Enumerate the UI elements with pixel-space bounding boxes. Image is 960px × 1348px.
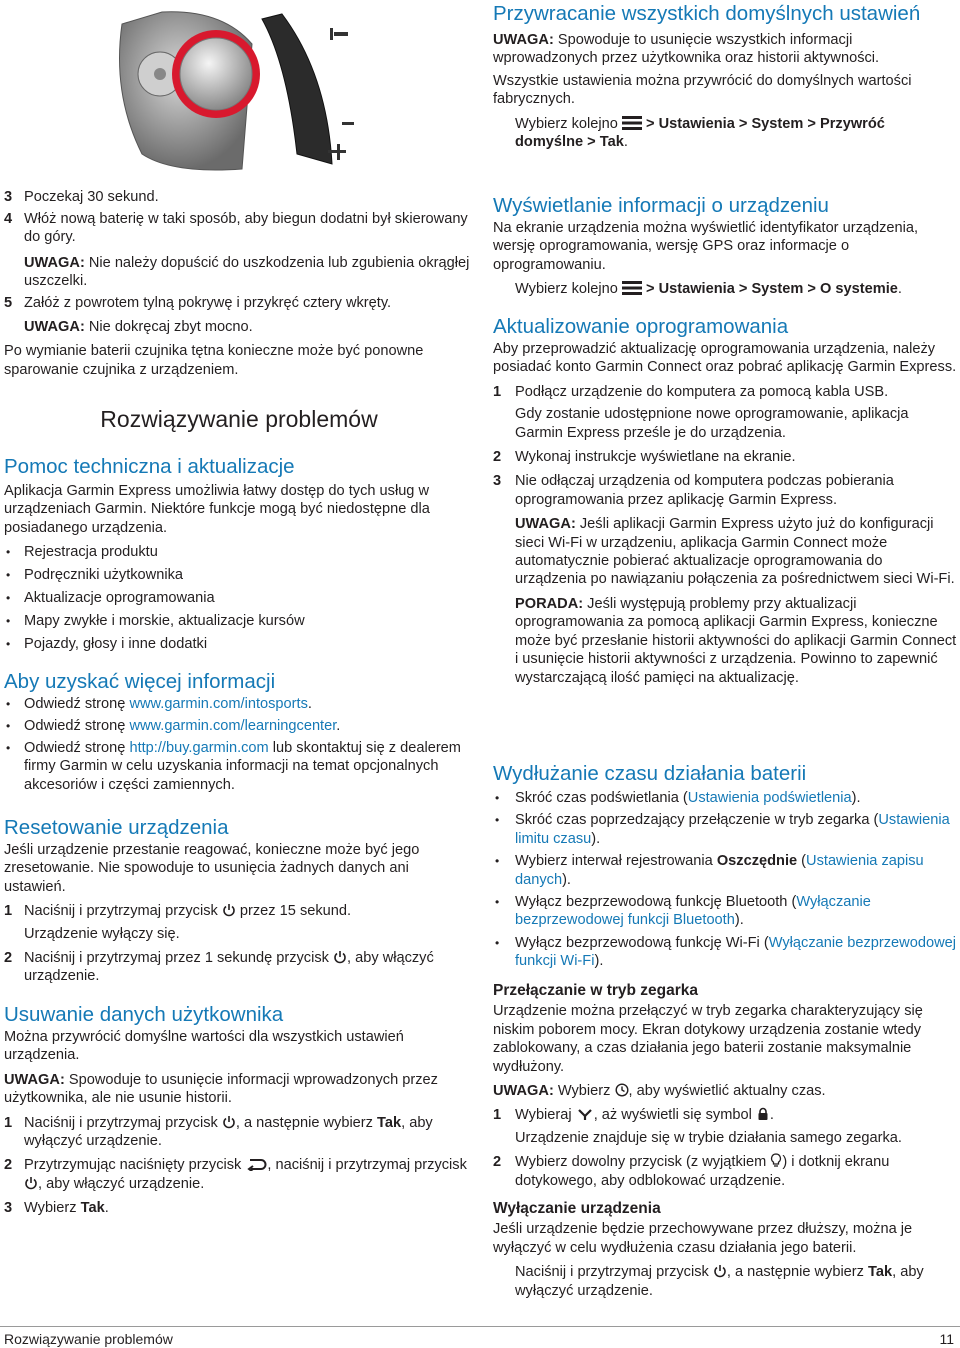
restore-text: Wszystkie ustawienia można przywrócić do domyślnych wartości fabrycznych.: [493, 72, 912, 108]
note-seal: UWAGA: Nie należy dopuścić do uszkodzenia lub zgubienia okrągłej uszczelki.: [24, 255, 470, 290]
battery-life-title: Wydłużanie czasu działania baterii: [493, 762, 807, 785]
back-loop-icon: [245, 1157, 267, 1171]
power-icon: [24, 1176, 38, 1190]
sensor-battery-illustration: [102, 4, 372, 179]
step-4: 4 Włóż nową baterię w taki sposób, aby biegun dodatni był skierowany do góry.: [4, 211, 468, 246]
list-item: • Aktualizacje oprogramowania: [6, 590, 215, 607]
list-item: • Podręczniki użytkownika: [6, 567, 183, 584]
watch-mode-section: [493, 982, 957, 1190]
watch-step-2: 2 Wybierz dowolny przycisk (z wyjątkiem ) i dotknij ekranu dotykowego, aby odblokować urządzenie.: [493, 1154, 890, 1189]
light-bulb-icon: [770, 1153, 782, 1168]
clear-data-title: Usuwanie danych użytkownika: [4, 1003, 284, 1026]
page-number: 11: [939, 1331, 954, 1347]
device-info-section: [493, 194, 957, 299]
link-data-recording-settings[interactable]: Ustawienia zapisu danych: [515, 853, 924, 888]
step-5: 5 Załóż z powrotem tylną pokrywę i przykręć cztery wkręty.: [4, 294, 392, 311]
reset-step-1: 1 Naciśnij i przytrzymaj przycisk przez 15 sekund. Urządzenie wyłączy się.: [4, 903, 352, 942]
power-icon: [222, 1115, 236, 1129]
lock-icon: [756, 1107, 770, 1121]
list-item: • Wyłącz bezprzewodową funkcję Bluetooth (Wyłączanie bezprzewodowej funkcji Bluetooth).: [495, 894, 871, 929]
watch-step-1: 1 Wybieraj , aż wyświetli się symbol . Urządzenie znajduje się w trybie działania samego zegarka.: [493, 1107, 902, 1146]
support-title: Pomoc techniczna i aktualizacje: [4, 455, 295, 478]
clock-icon: [615, 1083, 629, 1097]
battery-steps: [4, 188, 474, 379]
step-3: 3 Poczekaj 30 sekund.: [4, 189, 159, 205]
power-off-text: Jeśli urządzenie będzie przechowywane przez dłuższy, można je wyłączyć w celu wydłużenia czasu działania jego baterii.: [493, 1221, 913, 1256]
clear-data-text: Można przywrócić domyślne wartości dla wszystkich ustawień urządzenia.: [4, 1029, 404, 1064]
menu-icon: [622, 116, 642, 130]
list-item: • Odwiedź stronę www.garmin.com/learningcenter.: [6, 718, 341, 734]
power-icon: [222, 903, 236, 917]
reset-section: [4, 816, 474, 986]
link-buy-garmin[interactable]: http://buy.garmin.com: [129, 740, 269, 756]
more-info-section: [4, 670, 474, 794]
clear-step-2: 2 Przytrzymując naciśnięty przycisk , naciśnij i przytrzymaj przycisk , aby włączyć urządzenie.: [4, 1157, 467, 1192]
watch-mode-note: UWAGA: Wybierz , aby wyświetlić aktualny czas.: [493, 1083, 826, 1100]
link-backlight-settings[interactable]: Ustawienia podświetlenia: [687, 790, 852, 806]
power-off-section: [493, 1200, 957, 1300]
list-item: • Mapy zwykłe i morskie, aktualizacje kursów: [6, 613, 305, 630]
restore-note: UWAGA: Spowoduje to usunięcie wszystkich informacji wprowadzonych przez użytkownika oraz historii aktywności.: [493, 32, 880, 67]
power-icon: [713, 1264, 727, 1278]
list-item: • Skróć czas poprzedzający przełączenie w tryb zegarka (Ustawienia limitu czasu).: [495, 812, 950, 847]
device-info-path: Wybierz kolejno > Ustawienia > System > O systemie.: [515, 281, 902, 298]
list-item: • Rejestracja produktu: [6, 544, 158, 561]
power-off-step: Naciśnij i przytrzymaj przycisk , a następnie wybierz Tak, aby wyłączyć urządzenie.: [515, 1264, 924, 1299]
watch-mode-text: Urządzenie można przełączyć w tryb zegarka charakteryzujący się niskim poborem mocy. Ekran dotykowy urządzenia zostanie wtedy zablokowany, a czas działania jego baterii zostanie maksymalnie wydłużony.: [493, 1003, 923, 1075]
restore-section: [493, 2, 957, 151]
reset-title: Resetowanie urządzenia: [4, 816, 229, 839]
update-note: UWAGA: Jeśli aplikacji Garmin Express użyto już do konfiguracji sieci Wi‑Fi w urządzeniu, aplikacja Garmin Connect może automatycznie pobierać aktualizacje oprogramowania do urządzenia po nawiązaniu połączenia za pośrednictwem sieci Wi‑Fi.: [515, 516, 955, 588]
watch-mode-title: Przełączanie w tryb zegarka: [493, 982, 699, 999]
clear-step-1: 1 Naciśnij i przytrzymaj przycisk , a następnie wybierz Tak, aby wyłączyć urządzenie.: [4, 1114, 433, 1150]
power-icon: [333, 950, 347, 964]
update-title: Aktualizowanie oprogramowania: [493, 315, 789, 338]
list-item: • Odwiedź stronę http://buy.garmin.com lub skontaktuj się z dealerem firmy Garmin w celu uzyskania informacji na temat opcjonalnych akcesoriów i części zamiennych.: [6, 740, 461, 793]
link-disable-bluetooth[interactable]: Wyłączanie bezprzewodowej funkcji Bluetooth: [515, 894, 871, 929]
update-step-3: 3 Nie odłączaj urządzenia od komputera podczas pobierania oprogramowania przez aplikację Garmin Express. UWAGA: Jeśli aplikacji Garmin Express użyto już do konfiguracji sieci Wi‑Fi w urządzeniu, aplikacja Garmin Connect może automatycznie pobierać aktualizacje oprogramowania do urządzenia po nawiązaniu połączenia za pośrednictwem sieci Wi‑Fi. PORADA: Jeśli występują problemy przy aktualizacji oprogramowania za pomocą aplikacji Garmin Express, konieczne może być przesłanie historii aktywności do aplikacji Garmin Connect i usunięcie historii aktywności z urządzenia. Powinno to zapewnić wystarczającą ilość pamięci na aktualizację.: [493, 473, 957, 686]
reset-text: Jeśli urządzenie przestanie reagować, konieczne może być jego zresetowanie. Nie spowoduje to usunięcia żadnych danych ani ustawień.: [4, 842, 420, 895]
device-info-text: Na ekranie urządzenia można wyświetlić identyfikator urządzenia, wersję oprogramowania, wersję GPS oraz informacje o oprogramowaniu.: [493, 220, 919, 273]
update-step-2: 2 Wykonaj instrukcje wyświetlane na ekranie.: [493, 449, 796, 466]
restore-path: Wybierz kolejno > Ustawienia > System > Przywróć domyślne > Tak.: [515, 115, 885, 151]
battery-life-section: [493, 762, 957, 971]
update-tip: PORADA: Jeśli występują problemy przy aktualizacji oprogramowania za pomocą aplikacji Garmin Express, konieczne może być przesłanie historii aktywności do aplikacji Garmin Connect i usunięcie historii aktywności z urządzenia. Powinno to zapewnić wystarczającą ilość pamięci na aktualizację.: [515, 595, 957, 686]
after-replace-text: Po wymianie baterii czujnika tętna konieczne może być ponowne sparowanie czujnika z urządzeniem.: [4, 343, 424, 378]
more-info-title: Aby uzyskać więcej informacji: [4, 670, 276, 693]
list-item: • Odwiedź stronę www.garmin.com/intosports.: [6, 696, 312, 712]
menu-icon: [622, 281, 642, 295]
back-arrow-icon: [576, 1107, 594, 1121]
list-item: • Pojazdy, głosy i inne dodatki: [6, 636, 208, 653]
footer-section-name: Rozwiązywanie problemów: [4, 1331, 173, 1347]
update-text: Aby przeprowadzić aktualizację oprogramowania urządzenia, należy posiadać konto Garmin Connect oraz pobrać aplikację Garmin Express.: [493, 341, 957, 376]
list-item: • Wybierz interwał rejestrowania Oszczędnie (Ustawienia zapisu danych).: [495, 853, 924, 888]
note-tighten: UWAGA: Nie dokręcaj zbyt mocno.: [24, 318, 253, 335]
device-info-title: Wyświetlanie informacji o urządzeniu: [493, 194, 829, 217]
clear-step-3: 3 Wybierz Tak.: [4, 1200, 109, 1217]
list-item: • Wyłącz bezprzewodową funkcję Wi‑Fi (Wyłączanie bezprzewodowej funkcji Wi‑Fi).: [495, 934, 956, 970]
clear-data-note: UWAGA: Spowoduje to usunięcie informacji wprowadzonych przez użytkownika, ale nie usunie historii.: [4, 1071, 438, 1107]
reset-step-2: 2 Naciśnij i przytrzymaj przez 1 sekundę przycisk , aby włączyć urządzenie.: [4, 950, 434, 985]
clear-data-section: [4, 1003, 474, 1218]
support-text: Aplikacja Garmin Express umożliwia łatwy dostęp do tych usług w urządzeniach Garmin. Niektóre funkcje mogą być niedostępne dla posiadanego urządzenia.: [4, 483, 430, 536]
restore-title: Przywracanie wszystkich domyślnych ustawień: [493, 2, 921, 25]
list-item: • Skróć czas podświetlania (Ustawienia podświetlenia).: [495, 790, 861, 806]
link-disable-wifi[interactable]: Wyłączanie bezprzewodowej funkcji Wi‑Fi: [515, 934, 956, 970]
update-step-1: 1 Podłącz urządzenie do komputera za pomocą kabla USB. Gdy zostanie udostępnione nowe oprogramowanie, aplikacja Garmin Express prześle je do urządzenia.: [493, 383, 909, 441]
power-off-title: Wyłączanie urządzenia: [493, 1200, 661, 1217]
link-timeout-settings[interactable]: Ustawienia limitu czasu: [515, 812, 950, 847]
link-learningcenter[interactable]: www.garmin.com/learningcenter: [129, 718, 337, 734]
link-intosports[interactable]: www.garmin.com/intosports: [129, 696, 308, 712]
support-section: [4, 455, 474, 658]
update-section: [493, 315, 957, 687]
support-list: [4, 543, 474, 658]
footer-divider: [0, 1326, 960, 1327]
main-title: Rozwiązywanie problemów: [100, 406, 378, 432]
